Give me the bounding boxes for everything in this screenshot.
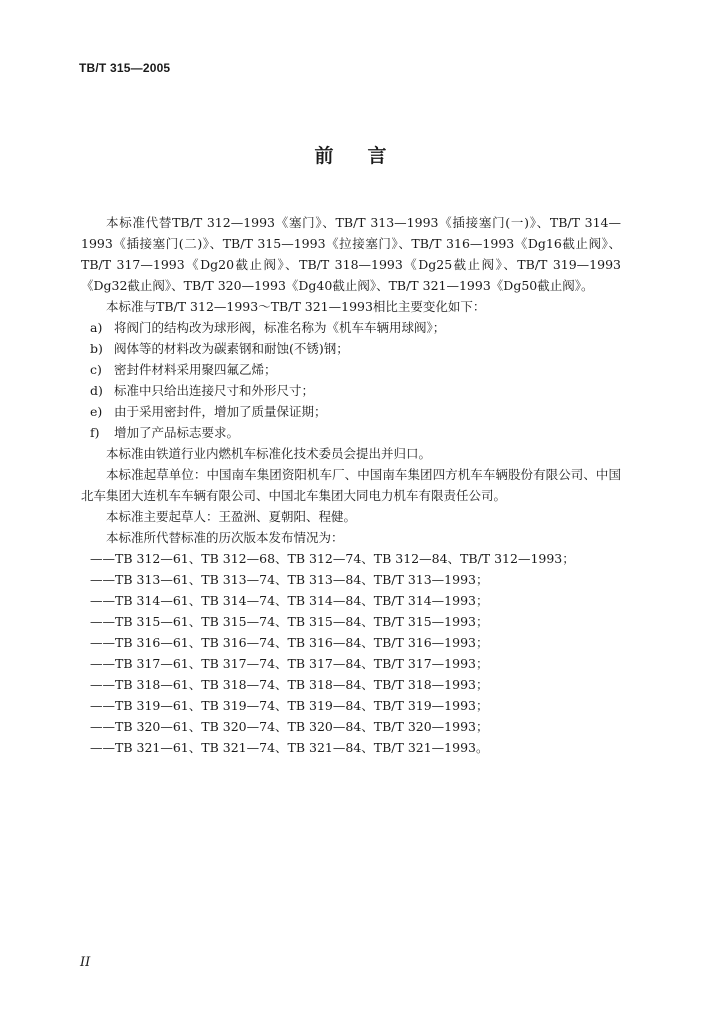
version-history-line: ——TB 317—61、TB 317—74、TB 317—84、TB/T 317—1993； [90,656,489,671]
change-item [81,338,621,359]
drafters: 本标准主要起草人：王盈洲、夏朝阳、程健。 [106,509,357,524]
version-history-line: ——TB 316—61、TB 316—74、TB 316—84、TB/T 316—1993； [90,635,489,650]
change-item [81,422,621,443]
changes-intro: 本标准与TB/T 312—1993～TB/T 321—1993相比主要变化如下： [106,299,486,314]
change-item-text: 密封件材料采用聚四氟乙烯； [114,362,277,377]
page-title: 前言 [314,145,421,167]
change-item-mark: d) [90,383,103,398]
version-history-line: ——TB 318—61、TB 318—74、TB 318—84、TB/T 318—1993； [90,677,489,692]
change-item-mark: b) [90,341,103,356]
change-item [81,317,621,338]
version-history-line: ——TB 315—61、TB 315—74、TB 315—84、TB/T 315—1993； [90,614,489,629]
standard-code: TB/T 315—2005 [79,61,171,75]
change-item-mark: a) [90,320,103,335]
version-history-line: ——TB 319—61、TB 319—74、TB 319—84、TB/T 319—1993； [90,698,489,713]
version-history-line: ——TB 313—61、TB 313—74、TB 313—84、TB/T 313—1993； [90,572,489,587]
change-item-text: 增加了产品标志要求。 [114,425,240,440]
proposed-by: 本标准由铁道行业内燃机车标准化技术委员会提出并归口。 [106,446,432,461]
change-item [81,401,621,422]
change-item-text: 阀体等的材料改为碳素钢和耐蚀(不锈)钢； [114,341,349,356]
version-history-line: ——TB 312—61、TB 312—68、TB 312—74、TB 312—84、TB/T 312—1993； [90,551,575,566]
history-intro: 本标准所代替标准的历次版本发布情况为： [106,530,344,545]
change-item-mark: e) [90,404,103,419]
drafting-units: 本标准起草单位：中国南车集团资阳机车厂、中国南车集团四方机车车辆股份有限公司、中国北车集团大连机车车辆有限公司、中国北车集团大同电力机车有限责任公司。 [81,467,621,503]
change-item [81,359,621,380]
replace-paragraph: 本标准代替TB/T 312—1993《塞门》、TB/T 313—1993《插接塞门(一)》、TB/T 314—1993《插接塞门(二)》、TB/T 315—1993《拉接塞门》、TB/T 316—1993《Dg16截止阀》、TB/T 317—1993《Dg20截止阀》、TB/T 318—1993《Dg25截止阀》、TB/T 319—1993《Dg32截止阀》、TB/T 320—1993《Dg40截止阀》、TB/T 321—1993《Dg50截止阀》。 [81,215,621,293]
version-history-line: ——TB 321—61、TB 321—74、TB 321—84、TB/T 321—1993。 [90,740,489,755]
change-item [81,380,621,401]
foreword-body [81,212,621,758]
change-item-text: 由于采用密封件，增加了质量保证期； [114,404,327,419]
version-history-line: ——TB 320—61、TB 320—74、TB 320—84、TB/T 320—1993； [90,719,489,734]
change-item-text: 标准中只给出连接尺寸和外形尺寸； [114,383,315,398]
page-number: II [80,955,91,970]
version-history-line: ——TB 314—61、TB 314—74、TB 314—84、TB/T 314—1993； [90,593,489,608]
change-item-mark: f) [90,425,100,440]
change-item-mark: c) [90,362,102,377]
change-item-text: 将阀门的结构改为球形阀，标准名称为《机车车辆用球阀》； [114,320,446,335]
